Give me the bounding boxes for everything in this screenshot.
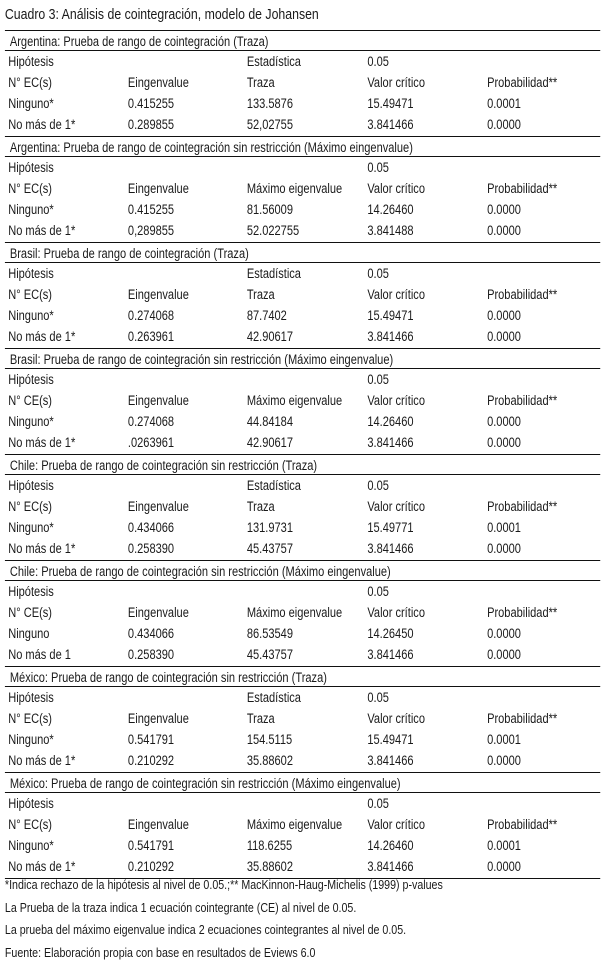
table-cell: Valor crítico <box>367 817 425 832</box>
header-row <box>0 603 614 624</box>
table-cell: 14.26460 <box>367 202 414 217</box>
table-cell: 0.0000 <box>487 414 521 429</box>
table-cell: Estadística <box>246 690 301 705</box>
table-cell: Eingenvalue <box>127 287 189 302</box>
table-cell: 0.541791 <box>127 838 175 853</box>
table-cell: 0.0000 <box>487 626 521 641</box>
table-cell: Estadística <box>246 478 301 493</box>
table-cell: No más de 1* <box>8 223 76 238</box>
table-cell: N° CE(s) <box>8 605 52 620</box>
table-cell: Hipótesis <box>8 160 54 175</box>
table-row <box>0 200 614 221</box>
section-title-rule <box>5 686 600 687</box>
table-cell: 0.05 <box>367 584 389 599</box>
table-row <box>0 730 614 751</box>
table-cell: 0.0001 <box>487 520 521 535</box>
table-cell: 35.88602 <box>246 859 293 874</box>
table-cell: No más de 1* <box>8 435 76 450</box>
table-cell: Hipótesis <box>8 266 54 281</box>
table-cell: Traza <box>246 499 275 514</box>
header-row <box>0 497 614 518</box>
table-cell: Ninguno* <box>8 96 54 111</box>
table-section <box>0 561 614 667</box>
table-cell: 52.022755 <box>246 223 300 238</box>
table-row <box>0 412 614 433</box>
header-row <box>0 582 614 603</box>
table-cell: 14.26450 <box>367 626 414 641</box>
table-cell: 131.9731 <box>246 520 293 535</box>
table-cell: 0.274068 <box>127 414 175 429</box>
table-cell: Probabilidad** <box>487 287 558 302</box>
table-cell: Probabilidad** <box>487 711 558 726</box>
table-cell: 15.49471 <box>367 308 414 323</box>
table-cell: 0.0000 <box>487 308 521 323</box>
table-cell: Hipótesis <box>8 54 54 69</box>
header-row <box>0 688 614 709</box>
table-cell: Valor crítico <box>367 75 425 90</box>
table-cell: Probabilidad** <box>487 605 558 620</box>
section-title-rule <box>5 580 600 581</box>
table-section <box>0 773 614 879</box>
section-title-rule <box>5 792 600 793</box>
table-cell: Probabilidad** <box>487 393 558 408</box>
table-cell: 0,289855 <box>127 223 175 238</box>
table-cell: N° EC(s) <box>8 817 52 832</box>
section-title-rule <box>5 262 600 263</box>
table-cell: Ninguno <box>8 626 50 641</box>
table-cell: No más de 1 <box>8 647 71 662</box>
table-row <box>0 306 614 327</box>
table-cell: Traza <box>246 287 275 302</box>
table-cell: Eingenvalue <box>127 181 189 196</box>
table-cell: 14.26460 <box>367 414 414 429</box>
table-row <box>0 433 614 454</box>
table-cell: Máximo eigenvalue <box>246 181 343 196</box>
table-cell: Hipótesis <box>8 796 54 811</box>
table-cell: Probabilidad** <box>487 499 558 514</box>
table-cell: 44.84184 <box>246 414 293 429</box>
footnote: *Indica rechazo de la hipótesis al nivel de 0.05.;** MacKinnon-Haug-Michelis (1999) p-values <box>4 877 443 892</box>
table-cell: Valor crítico <box>367 711 425 726</box>
header-row <box>0 158 614 179</box>
table-cell: N° EC(s) <box>8 287 52 302</box>
table-cell: 0.274068 <box>127 308 175 323</box>
header-row <box>0 285 614 306</box>
table-cell: 0.05 <box>367 54 389 69</box>
table-cell: 0.415255 <box>127 96 175 111</box>
table-cell: Eingenvalue <box>127 817 189 832</box>
table-cell: Traza <box>246 75 275 90</box>
table-cell: 42.90617 <box>246 435 293 450</box>
table-cell: 0.0001 <box>487 96 521 111</box>
section-title: Chile: Prueba de rango de cointegración sin restricción (Máximo eingenvalue) <box>9 564 391 579</box>
table-section <box>0 137 614 243</box>
table-cell: 0.05 <box>367 478 389 493</box>
header-row <box>0 52 614 73</box>
table-cell: N° CE(s) <box>8 393 52 408</box>
table-cell: 0.0000 <box>487 435 521 450</box>
footnote: La Prueba de la traza indica 1 ecuación cointegrante (CE) al nivel de 0.05. <box>4 899 357 915</box>
table-cell: Máximo eigenvalue <box>246 817 343 832</box>
header-row <box>0 794 614 815</box>
table-cell: 0.210292 <box>127 753 175 768</box>
header-row <box>0 370 614 391</box>
table-cell: No más de 1* <box>8 329 76 344</box>
table-cell: Traza <box>246 711 275 726</box>
table-cell: 3.841466 <box>367 435 414 450</box>
table-cell: 0.05 <box>367 690 389 705</box>
table-cell: 3.841466 <box>367 117 414 132</box>
table-cell: 3.841466 <box>367 541 414 556</box>
table-cell: 0.0000 <box>487 859 521 874</box>
section-title: Argentina: Prueba de rango de cointegración sin restricción (Máximo eingenvalue) <box>9 140 413 155</box>
table-cell: 0.0000 <box>487 753 521 768</box>
table-row <box>0 94 614 115</box>
footnote: La prueba del máximo eigenvalue indica 2 ecuaciones cointegrantes al nivel de 0.05. <box>4 922 407 937</box>
table-cell: Ninguno* <box>8 202 54 217</box>
table-cell: 0.258390 <box>127 647 175 662</box>
table-row <box>0 327 614 348</box>
table-cell: Hipótesis <box>8 690 54 705</box>
table-cell: 35.88602 <box>246 753 293 768</box>
table-cell: 3.841466 <box>367 647 414 662</box>
section-title: Argentina: Prueba de rango de cointegración (Traza) <box>9 34 269 49</box>
table-cell: N° EC(s) <box>8 711 52 726</box>
section-title: Brasil: Prueba de rango de cointegración sin restricción (Máximo eingenvalue) <box>9 352 394 367</box>
table-cell: Probabilidad** <box>487 75 558 90</box>
table-cell: N° EC(s) <box>8 75 52 90</box>
table-row <box>0 539 614 560</box>
header-row <box>0 476 614 497</box>
table-cell: 15.49471 <box>367 732 414 747</box>
header-row <box>0 391 614 412</box>
table-cell: Hipótesis <box>8 584 54 599</box>
table-cell: Probabilidad** <box>487 817 558 832</box>
table-cell: No más de 1* <box>8 541 76 556</box>
table-cell: .0263961 <box>127 435 175 450</box>
table-cell: 0.258390 <box>127 541 175 556</box>
table-cell: 42.90617 <box>246 329 293 344</box>
table-cell: 45.43757 <box>246 647 293 662</box>
table-section <box>0 667 614 773</box>
table-cell: Máximo eigenvalue <box>246 393 343 408</box>
table-cell: 3.841488 <box>367 223 414 238</box>
table-section <box>0 455 614 561</box>
table-cell: 0.0000 <box>487 647 521 662</box>
table-cell: 0.05 <box>367 266 389 281</box>
table-cell: 45.43757 <box>246 541 293 556</box>
table-cell: Probabilidad** <box>487 181 558 196</box>
table-cell: No más de 1* <box>8 753 76 768</box>
table-cell: 0.0000 <box>487 202 521 217</box>
table-cell: Ninguno* <box>8 732 54 747</box>
footnote: Fuente: Elaboración propia con base en resultados de Eviews 6.0 <box>4 944 316 960</box>
table-cell: 3.841466 <box>367 859 414 874</box>
table-cell: Valor crítico <box>367 499 425 514</box>
table-cell: Estadística <box>246 266 301 281</box>
table-cell: 3.841466 <box>367 329 414 344</box>
table-cell: 0.415255 <box>127 202 175 217</box>
section-title: Chile: Prueba de rango de cointegración sin restricción (Traza) <box>9 458 318 473</box>
table-cell: 133.5876 <box>246 96 293 111</box>
table-row <box>0 518 614 539</box>
table-cell: No más de 1* <box>8 859 76 874</box>
section-title: México: Prueba de rango de cointegración sin restricción (Traza) <box>9 670 327 685</box>
header-row <box>0 73 614 94</box>
header-row <box>0 709 614 730</box>
table-cell: 0.0000 <box>487 541 521 556</box>
table-row <box>0 115 614 136</box>
header-row <box>0 264 614 285</box>
table-section <box>0 349 614 455</box>
section-title-rule <box>5 50 600 51</box>
table-cell: Valor crítico <box>367 393 425 408</box>
table-cell: Valor crítico <box>367 181 425 196</box>
table-cell: 0.05 <box>367 796 389 811</box>
table-cell: 14.26460 <box>367 838 414 853</box>
table-title: Cuadro 3: Análisis de cointegración, modelo de Johansen <box>4 6 319 23</box>
table-cell: 3.841466 <box>367 753 414 768</box>
table-cell: 0.0000 <box>487 329 521 344</box>
table-cell: 0.434066 <box>127 626 175 641</box>
table-cell: 0.289855 <box>127 117 175 132</box>
table-cell: Valor crítico <box>367 605 425 620</box>
table-cell: 0.05 <box>367 160 389 175</box>
table-cell: 0.05 <box>367 372 389 387</box>
table-row <box>0 857 614 878</box>
section-title-rule <box>5 368 600 369</box>
table-cell: Eingenvalue <box>127 711 189 726</box>
table-cell: Eingenvalue <box>127 499 189 514</box>
table-cell: Ninguno* <box>8 308 54 323</box>
table-cell: 15.49771 <box>367 520 414 535</box>
table-row <box>0 221 614 242</box>
table-cell: Ninguno* <box>8 414 54 429</box>
header-row <box>0 179 614 200</box>
table-cell: 0.0000 <box>487 223 521 238</box>
header-row <box>0 815 614 836</box>
table-cell: 118.6255 <box>246 838 293 853</box>
table-row <box>0 751 614 772</box>
table-cell: 0.210292 <box>127 859 175 874</box>
table-cell: N° EC(s) <box>8 181 52 196</box>
table-cell: N° EC(s) <box>8 499 52 514</box>
table-cell: Eingenvalue <box>127 605 189 620</box>
table-cell: 0.434066 <box>127 520 175 535</box>
table-cell: Hipótesis <box>8 478 54 493</box>
section-title-rule <box>5 474 600 475</box>
table-cell: 154.5115 <box>246 732 293 747</box>
table-cell: Estadística <box>246 54 301 69</box>
table-cell: 86.53549 <box>246 626 293 641</box>
table-row <box>0 645 614 666</box>
table-cell: Ninguno* <box>8 520 54 535</box>
table-cell: 0.541791 <box>127 732 175 747</box>
table-cell: Eingenvalue <box>127 393 189 408</box>
table-section <box>0 31 614 137</box>
section-title-rule <box>5 156 600 157</box>
table-section <box>0 243 614 349</box>
table-cell: 0.263961 <box>127 329 175 344</box>
table-cell: Ninguno* <box>8 838 54 853</box>
table-cell: 0.0000 <box>487 117 521 132</box>
table-cell: No más de 1* <box>8 117 76 132</box>
section-title: Brasil: Prueba de rango de cointegración (Traza) <box>9 246 249 261</box>
table-cell: 81.56009 <box>246 202 293 217</box>
section-title: México: Prueba de rango de cointegración sin restricción (Máximo eingenvalue) <box>9 776 401 791</box>
table-cell: Eingenvalue <box>127 75 189 90</box>
table-cell: 52,02755 <box>246 117 293 132</box>
table-cell: 15.49471 <box>367 96 414 111</box>
table-cell: Hipótesis <box>8 372 54 387</box>
table-cell: 0.0001 <box>487 732 521 747</box>
table-cell: Valor crítico <box>367 287 425 302</box>
table-row <box>0 836 614 857</box>
table-cell: 87.7402 <box>246 308 287 323</box>
table-row <box>0 624 614 645</box>
table-cell: Máximo eigenvalue <box>246 605 343 620</box>
table-cell: 0.0001 <box>487 838 521 853</box>
